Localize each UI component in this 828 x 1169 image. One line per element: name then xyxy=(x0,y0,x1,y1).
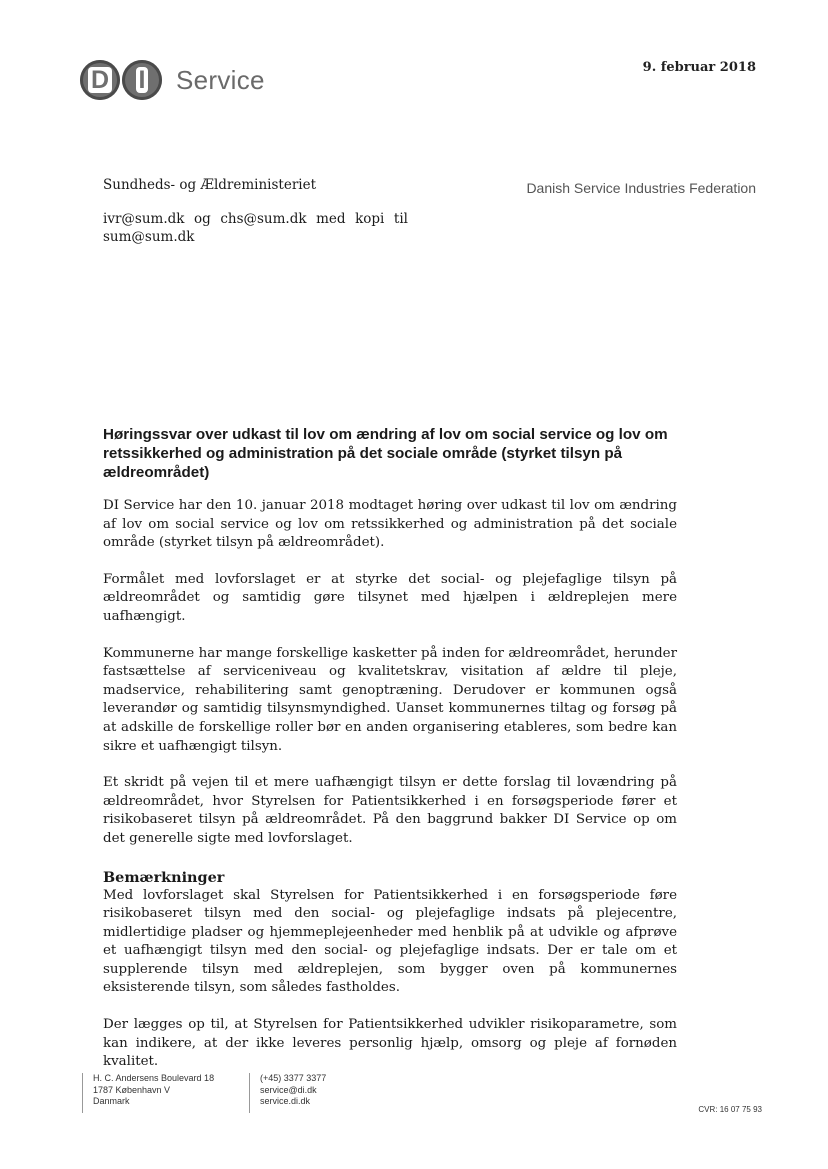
letter-footer xyxy=(82,1073,762,1123)
logo-letter-i: I xyxy=(136,67,149,93)
federation-name: Danish Service Industries Federation xyxy=(526,180,756,196)
logo-letter-d: D xyxy=(88,67,112,93)
section-paragraph-2: Der lægges op til, at Styrelsen for Patientsikkerhed udvikler risikoparametre, som kan indikere, at der ikke leveres personlig hjælp, omsorg og pleje af fornøden kvalitet. xyxy=(103,1017,677,1070)
paragraph-3: Kommunerne har mange forskellige kasketter på inden for ældreområdet, herunder fastsættelse af serviceniveau og kvalitetskrav, visitation af ældre til pleje, madservice, rehabilitering samt genoptræning. Derudover er kommunen også leverandør og samtidig tilsynsmyndighed. Uanset kommunernes tiltag og forsøg på at adskille de forskellige roller bør en anden organisering etableres, som bedre kan sikre et uafhængigt tilsyn. xyxy=(103,645,677,754)
logo-text: Service xyxy=(176,64,265,95)
footer-address xyxy=(82,1073,214,1113)
logo-circle-i xyxy=(122,60,162,100)
letter-title: Høringssvar over udkast til lov om ændring af lov om social service og lov om retssikkerhed og administration på det sociale område (styrket tilsyn på ældreområdet) xyxy=(103,426,668,481)
letter-date: 9. februar 2018 xyxy=(642,60,756,75)
logo-circle-d xyxy=(80,60,120,100)
footer-cvr: CVR: 16 07 75 93 xyxy=(698,1105,762,1114)
paragraph-2: Formålet med lovforslaget er at styrke det social- og plejefaglige tilsyn på ældreområdet og samtidig gøre tilsynet med hjælpen i ældreplejen mere uafhængigt. xyxy=(103,571,677,624)
recipient-name: Sundheds- og Ældreministeriet xyxy=(103,177,317,193)
footer-contact xyxy=(249,1073,326,1113)
di-service-logo xyxy=(80,58,265,102)
footer-country: Danmark xyxy=(93,1096,130,1106)
footer-phone: (+45) 3377 3377 xyxy=(260,1073,327,1083)
section-heading: Bemærkninger xyxy=(103,868,225,886)
recipient-emails: ivr@sum.dk og chs@sum.dk med kopi til sum@sum.dk xyxy=(103,211,408,245)
paragraph-1: DI Service har den 10. januar 2018 modtaget høring over udkast til lov om ændring af lov om social service og lov om retssikkerhed og administration på det sociale område (styrket tilsyn på ældreområdet). xyxy=(103,498,677,551)
section-paragraph-1: Med lovforslaget skal Styrelsen for Patientsikkerhed i en forsøgsperiode føre risikobaseret tilsyn med den social- og plejefaglige indsats på plejecentre, midlertidige pladser og hjemmeplejeenheder med henblik på at udvikle og afprøve et uafhængigt tilsyn med den social- og plejefaglige indsats. Der er tale om et supplerende tilsyn med ældreplejen, som bygger oven på kommunernes eksisterende tilsyn, som således fastholdes. xyxy=(103,887,677,996)
footer-web: service.di.dk xyxy=(260,1096,311,1106)
letter-body xyxy=(103,497,677,1090)
footer-email: service@di.dk xyxy=(260,1084,317,1095)
paragraph-4: Et skridt på vejen til et mere uafhængigt tilsyn er dette forslag til lovændring på ældreområdet, hvor Styrelsen for Patientsikkerhed i en forsøgsperiode fører et risikobaseret tilsyn på ældreområdet. På den baggrund bakker DI Service op om det generelle sigte med lovforslaget. xyxy=(103,775,677,846)
footer-street: H. C. Andersens Boulevard 18 xyxy=(93,1073,215,1083)
footer-city: 1787 København V xyxy=(93,1084,171,1095)
